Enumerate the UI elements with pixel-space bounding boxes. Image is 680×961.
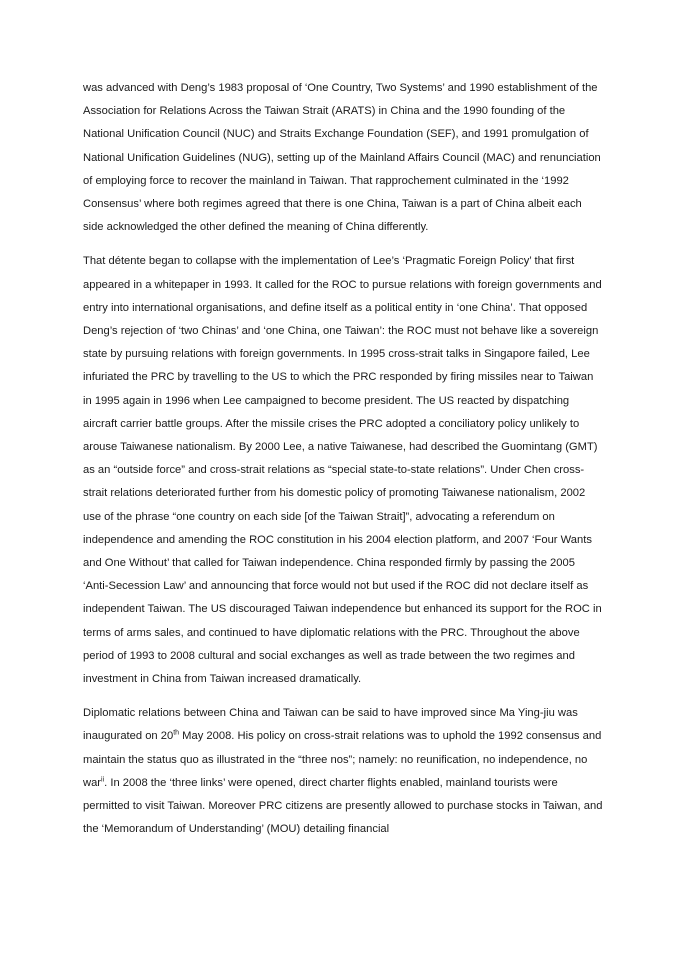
paragraph-2 bbox=[83, 250, 603, 691]
paragraph-3-text-c: . In 2008 the ‘three links’ were opened, direct charter flights enabled, mainland tourists were permitted to visit Taiwan. Moreover PRC citizens are presently allowed to purchase stocks in Taiwan, and the ‘Memorandum of Understanding’ (MOU) detailing financial bbox=[83, 776, 603, 836]
paragraph-3-text-a: Diplomatic relations between China and Taiwan can be said to have improved since Ma Ying-jiu was inaugurated on 20 bbox=[83, 707, 578, 743]
paragraph-2-text: That détente began to collapse with the implementation of Lee’s ‘Pragmatic Foreign Policy’ that first appeared in a whitepaper in 1993. It called for the ROC to pursue relations with foreign governments and entry into international organisations, and define itself as a political entity in ‘one China’. That opposed Deng’s rejection of ‘two Chinas’ and ‘one China, one Taiwan’: the ROC must not behave like a sovereign state by pursuing relations with foreign governments. In 1995 cross-strait talks in Singapore failed, Lee infuriated the PRC by travelling to the US to which the PRC responded by firing missiles near to Taiwan in 1995 again in 1996 when Lee campaigned to become president. The US reacted by dispatching aircraft carrier battle groups. After the missile crises the PRC adopted a conciliatory policy unlikely to arouse Taiwanese nationalism. By 2000 Lee, a native Taiwanese, had described the Guomintang (GMT) as an “outside force” and cross-strait relations as “special state-to-state relations”. Under Chen cross-strait relations deteriorated further from his domestic policy of promoting Taiwanese nationalism, 2002 use of the phrase “one country on each side [of the Taiwan Strait]”, advocating a referendum on independence and amending the ROC constitution in his 2004 election platform, and 2007 ‘Four Wants and One Without’ that called for Taiwan independence. China responded firmly by passing the 2005 ‘Anti-Secession Law’ and announcing that force would not but used if the ROC did not declare itself as independent Taiwan. The US discouraged Taiwan independence but enhanced its support for the ROC in terms of arms sales, and continued to have diplomatic relations with the PRC. Throughout the above period of 1993 to 2008 cultural and social exchanges as well as trade between the two regimes and investment in China from Taiwan increased dramatically. bbox=[83, 255, 602, 686]
paragraph-1 bbox=[83, 77, 603, 239]
paragraph-3 bbox=[83, 702, 603, 841]
paragraph-1-text: was advanced with Deng’s 1983 proposal of ‘One Country, Two Systems’ and 1990 establishment of the Association for Relations Across the Taiwan Strait (ARATS) in China and the 1990 founding of the National Unification Council (NUC) and Straits Exchange Foundation (SEF), and 1991 promulgation of National Unification Guidelines (NUG), setting up of the Mainland Affairs Council (MAC) and renunciation of employing force to recover the mainland in Taiwan. That rapprochement culminated in the ‘1992 Consensus’ where both regimes agreed that there is one China, Taiwan is a part of China albeit each side acknowledged the other defined the meaning of China differently. bbox=[83, 82, 601, 234]
superscript-ordinal: th bbox=[173, 729, 180, 737]
body-text bbox=[83, 77, 603, 853]
paragraph-3-text-b: May 2008. His policy on cross-strait relations was to uphold the 1992 consensus and maintain the status quo as illustrated in the “three nos”; namely: no reunification, no independence, no war bbox=[83, 730, 602, 789]
endnote-marker[interactable]: ii bbox=[101, 776, 105, 784]
